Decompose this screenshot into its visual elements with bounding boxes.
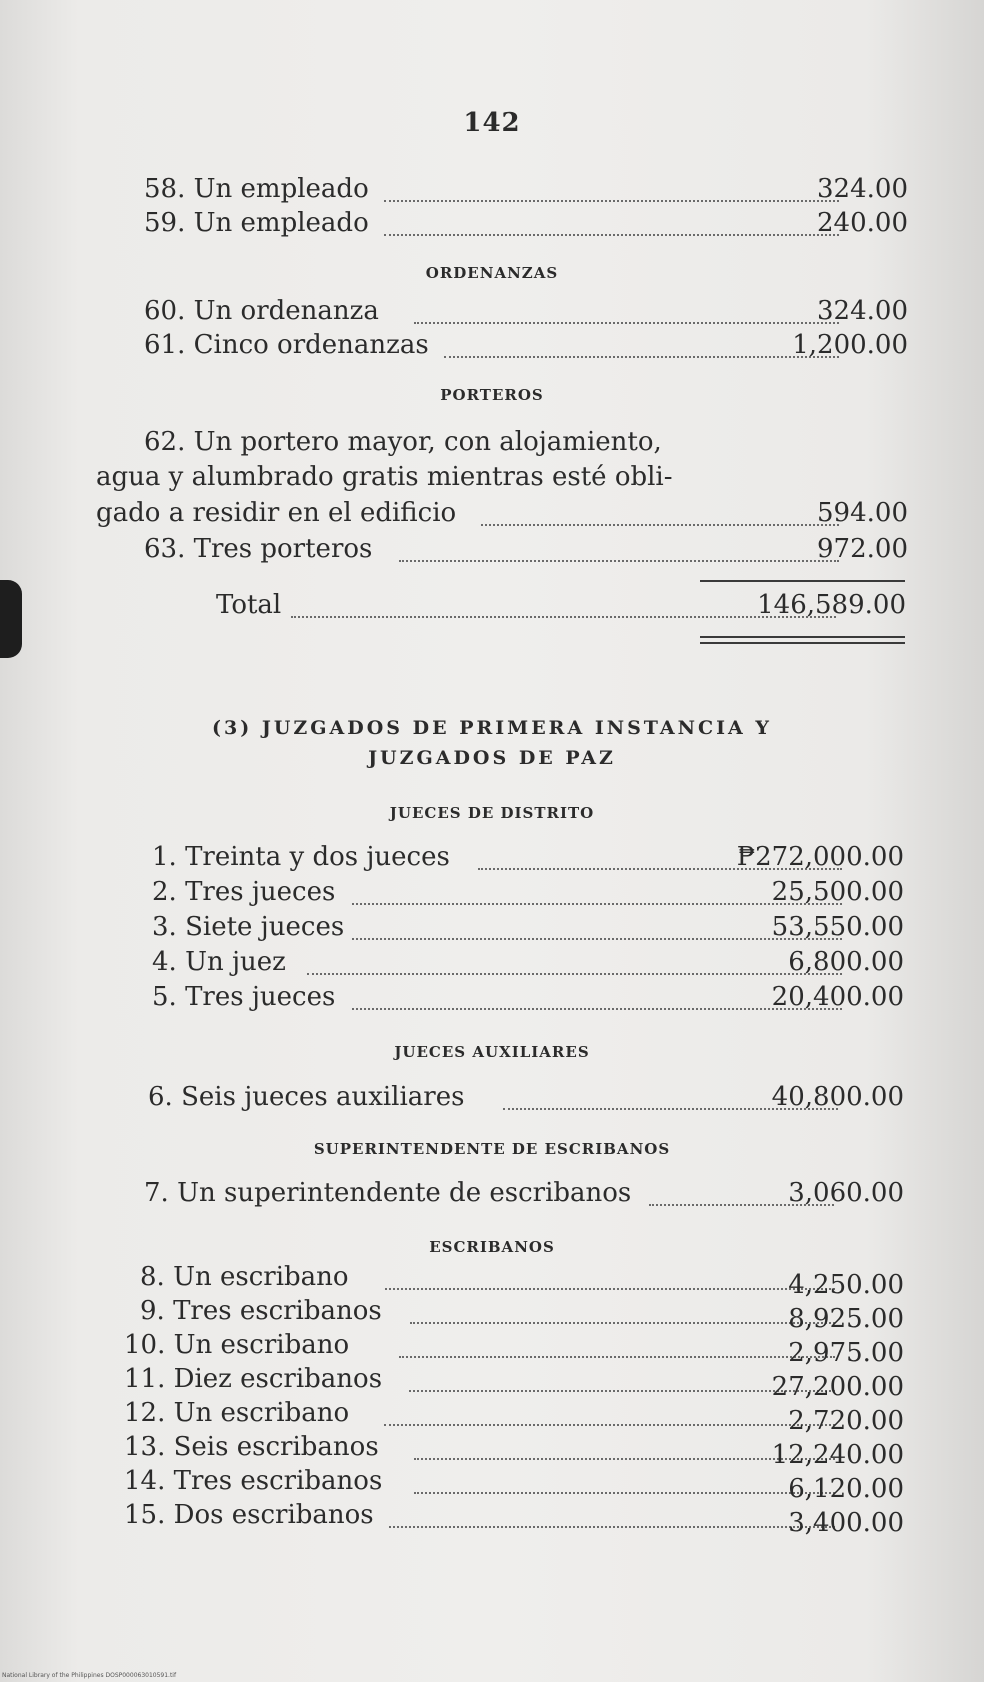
dot-leader [352, 903, 842, 905]
line-item [124, 1330, 904, 1366]
item-label: 4. Un juez [152, 947, 286, 977]
scan-footer: National Library of the Philippines DOSP000063010591.tif [2, 1672, 177, 1679]
line-item [144, 208, 908, 244]
dot-leader [414, 1492, 835, 1494]
dot-leader [414, 322, 839, 324]
item-label: gado a residir en el edificio [96, 498, 457, 528]
item-label: 5. Tres jueces [152, 982, 336, 1012]
item-amount: 6,800.00 [788, 947, 904, 977]
dot-leader [291, 616, 836, 618]
item-label: 10. Un escribano [124, 1330, 350, 1360]
dot-leader [384, 234, 839, 236]
item-62-line1: 62. Un portero mayor, con alojamiento, [144, 427, 662, 457]
item-amount: 324.00 [817, 296, 908, 326]
item-amount: 2,975.00 [788, 1338, 904, 1368]
line-item [124, 1432, 904, 1468]
dot-leader [399, 1356, 835, 1358]
item-amount: 20,400.00 [771, 982, 904, 1012]
page-number: 142 [463, 108, 521, 138]
dot-leader [389, 1526, 835, 1528]
item-label: 2. Tres jueces [152, 877, 336, 907]
item-label: 6. Seis jueces auxiliares [148, 1082, 465, 1112]
item-label: 3. Siete jueces [152, 912, 345, 942]
item-amount: 2,720.00 [788, 1406, 904, 1436]
line-item [152, 982, 904, 1018]
heading-jueces-auxiliares: JUECES AUXILIARES [394, 1043, 590, 1061]
item-label: 61. Cinco ordenanzas [144, 330, 429, 360]
item-amount: 6,120.00 [788, 1474, 904, 1504]
total-row [216, 590, 906, 626]
item-label: 60. Un ordenanza [144, 296, 379, 326]
heading-porteros: PORTEROS [440, 386, 544, 404]
line-item [152, 877, 904, 913]
item-label: 7. Un superintendente de escribanos [144, 1178, 632, 1208]
line-item [152, 842, 904, 878]
dot-leader [399, 560, 839, 562]
heading-jueces-distrito: JUECES DE DISTRITO [389, 804, 595, 822]
item-label: 12. Un escribano [124, 1398, 350, 1428]
total-amount: 146,589.00 [757, 590, 906, 620]
dot-leader [444, 356, 839, 358]
scan-artifact [0, 580, 22, 658]
item-amount: 240.00 [817, 208, 908, 238]
line-item [96, 498, 908, 534]
heading-superintendente: SUPERINTENDENTE DE ESCRIBANOS [313, 1140, 671, 1158]
item-label: 11. Diez escribanos [124, 1364, 383, 1394]
line-item [148, 1082, 904, 1118]
dot-leader [307, 973, 842, 975]
total-rule-top [700, 580, 905, 582]
line-item [152, 912, 904, 948]
dot-leader [385, 1288, 835, 1290]
dot-leader [384, 1424, 835, 1426]
item-amount: 27,200.00 [771, 1372, 904, 1402]
line-item [124, 1364, 904, 1400]
line-item [144, 534, 908, 570]
item-amount: 12,240.00 [771, 1440, 904, 1470]
line-item [124, 1500, 904, 1536]
dot-leader [410, 1322, 835, 1324]
line-item [140, 1262, 904, 1298]
line-item [144, 296, 908, 332]
heading-ordenanzas: ORDENANZAS [425, 264, 559, 282]
item-label: 15. Dos escribanos [124, 1500, 374, 1530]
total-rule-double-2 [700, 642, 905, 644]
line-item [144, 1178, 904, 1214]
dot-leader [352, 1008, 842, 1010]
item-label: 14. Tres escribanos [124, 1466, 383, 1496]
item-amount: 3,060.00 [788, 1178, 904, 1208]
line-item [144, 330, 908, 366]
line-item [140, 1296, 904, 1332]
item-amount: ₱272,000.00 [736, 842, 904, 872]
item-label: 9. Tres escribanos [140, 1296, 382, 1326]
line-item [144, 174, 908, 210]
item-amount: 1,200.00 [792, 330, 908, 360]
item-label: 58. Un empleado [144, 174, 369, 204]
dot-leader [352, 938, 842, 940]
item-amount: 40,800.00 [771, 1082, 904, 1112]
item-amount: 3,400.00 [788, 1508, 904, 1538]
item-label: 13. Seis escribanos [124, 1432, 379, 1462]
item-label: 8. Un escribano [140, 1262, 349, 1292]
line-item [124, 1466, 904, 1502]
item-amount: 25,500.00 [771, 877, 904, 907]
total-label: Total [216, 590, 282, 620]
item-amount: 972.00 [817, 534, 908, 564]
item-amount: 8,925.00 [788, 1304, 904, 1334]
item-62-line2: agua y alumbrado gratis mientras esté obli- [96, 462, 673, 492]
heading-escribanos: ESCRIBANOS [429, 1238, 555, 1256]
item-label: 59. Un empleado [144, 208, 369, 238]
dot-leader [384, 200, 839, 202]
section-title-line2: JUZGADOS DE PAZ [368, 747, 616, 769]
item-amount: 594.00 [817, 498, 908, 528]
item-label: 63. Tres porteros [144, 534, 373, 564]
item-amount: 4,250.00 [788, 1270, 904, 1300]
dot-leader [481, 524, 839, 526]
item-label: 1. Treinta y dos jueces [152, 842, 450, 872]
section-title-line1: (3) JUZGADOS DE PRIMERA INSTANCIA Y [212, 717, 772, 739]
item-amount: 324.00 [817, 174, 908, 204]
line-item [124, 1398, 904, 1434]
item-amount: 53,550.00 [771, 912, 904, 942]
total-rule-double-1 [700, 636, 905, 638]
line-item [152, 947, 904, 983]
